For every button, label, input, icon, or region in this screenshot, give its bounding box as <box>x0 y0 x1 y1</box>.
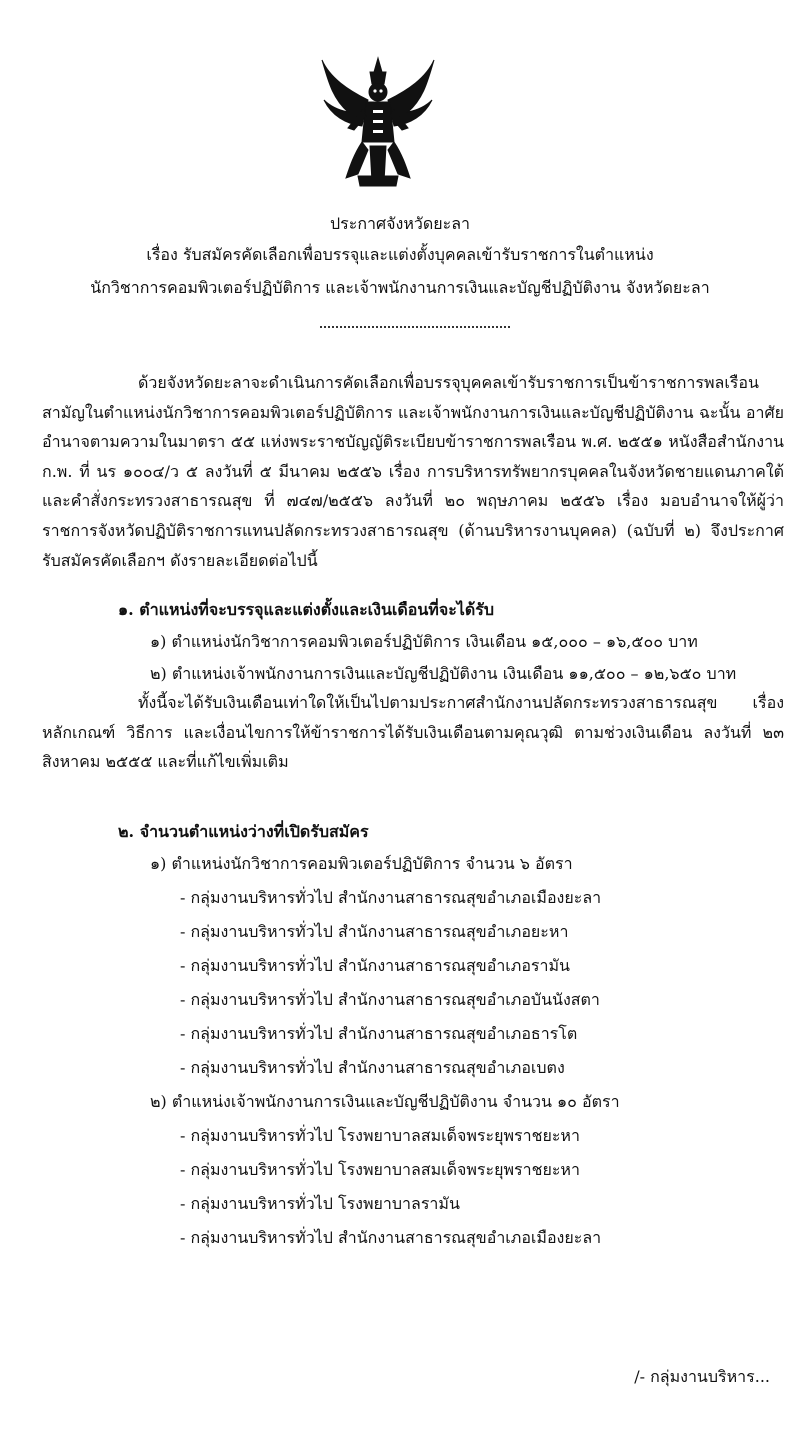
list-item: - กลุ่มงานบริหารทั่วไป สำนักงานสาธารณสุขอำเภอรามัน <box>180 956 570 975</box>
dotted-divider <box>320 326 510 328</box>
intro-text: ด้วยจังหวัดยะลาจะดำเนินการคัดเลือกเพื่อบรรจุบุคคลเข้ารับราชการเป็นข้าราชการพลเรือนสามัญในตำแหน่งนักวิชาการคอมพิวเตอร์ปฏิบัติการ และเจ้าพนักงานการเงินและบัญชีปฏิบัติงาน ฉะนั้น อาศัยอำนาจตามความในมาตรา ๕๕ แห่งพระราชบัญญัติระเบียบข้าราชการพลเรือน พ.ศ. ๒๕๕๑ หนังสือสำนักงาน ก.พ. ที่ นร ๑๐๐๔/ว ๕ ลงวันที่ ๕ มีนาคม ๒๕๕๖ เรื่อง การบริหารทรัพยากรบุคคลในจังหวัดชายแดนภาคใต้ และคำสั่งกระทรวงสาธารณสุข ที่ ๗๔๗/๒๕๕๖ ลงวันที่ ๒๐ พฤษภาคม ๒๕๕๖ เรื่อง มอบอำนาจให้ผู้ว่าราชการจังหวัดปฏิบัติราชการแทนปลัดกระทรวงสาธารณสุข (ด้านบริหารงานบุคคล) (ฉบับที่ ๒) จึงประกาศรับสมัครคัดเลือกฯ ดังรายละเอียดต่อไปนี้ <box>42 373 784 570</box>
section1-note-text: ทั้งนี้จะได้รับเงินเดือนเท่าใดให้เป็นไปตามประกาศสำนักงานปลัดกระทรวงสาธารณสุข เรื่อง หลักเกณฑ์ วิธีการ และเงื่อนไขการให้ข้าราชการได้รับเงินเดือนตามคุณวุฒิ ตามช่วงเงินเดือน ลงวันที่ ๒๓ สิงหาคม ๒๕๕๕ และที่แก้ไขเพิ่มเติม <box>42 693 784 772</box>
section1-item-2: ๒) ตำแหน่งเจ้าพนักงานการเงินและบัญชีปฏิบัติงาน เงินเดือน ๑๑,๕๐๐ – ๑๒,๖๕๐ บาท <box>150 664 737 683</box>
list-item: - กลุ่มงานบริหารทั่วไป สำนักงานสาธารณสุขอำเภอเบตง <box>180 1058 565 1077</box>
subject-line-1: เรื่อง รับสมัครคัดเลือกเพื่อบรรจุและแต่งตั้งบุคคลเข้ารับราชการในตำแหน่ง <box>146 245 654 264</box>
list-item: - กลุ่มงานบริหารทั่วไป โรงพยาบาลสมเด็จพระยุพราชยะหา <box>180 1126 580 1145</box>
section1-heading: ๑. ตำแหน่งที่จะบรรจุและแต่งตั้งและเงินเดือนที่จะได้รับ <box>118 600 494 619</box>
section1-item-1: ๑) ตำแหน่งนักวิชาการคอมพิวเตอร์ปฏิบัติการ เงินเดือน ๑๕,๐๐๐ – ๑๖,๕๐๐ บาท <box>150 632 698 651</box>
section2-heading: ๒. จำนวนตำแหน่งว่างที่เปิดรับสมัคร <box>118 822 369 841</box>
section1-note <box>42 688 784 777</box>
list-item: - กลุ่มงานบริหารทั่วไป สำนักงานสาธารณสุขอำเภอธารโต <box>180 1024 578 1043</box>
list-item: - กลุ่มงานบริหารทั่วไป สำนักงานสาธารณสุขอำเภอเมืองยะลา <box>180 888 602 907</box>
list-item: - กลุ่มงานบริหารทั่วไป สำนักงานสาธารณสุขอำเภอเมืองยะลา <box>180 1228 602 1247</box>
continuation-note: /- กลุ่มงานบริหาร... <box>634 1367 770 1386</box>
list-item: - กลุ่มงานบริหารทั่วไป โรงพยาบาลรามัน <box>180 1194 460 1213</box>
subject-line-2: นักวิชาการคอมพิวเตอร์ปฏิบัติการ และเจ้าพนักงานการเงินและบัญชีปฏิบัติงาน จังหวัดยะลา <box>90 278 710 297</box>
garuda-emblem-icon <box>318 50 438 190</box>
section2-position-2-title: ๒) ตำแหน่งเจ้าพนักงานการเงินและบัญชีปฏิบัติงาน จำนวน ๑๐ อัตรา <box>150 1092 620 1111</box>
list-item: - กลุ่มงานบริหารทั่วไป โรงพยาบาลสมเด็จพระยุพราชยะหา <box>180 1160 580 1179</box>
intro-paragraph <box>42 368 784 575</box>
list-item: - กลุ่มงานบริหารทั่วไป สำนักงานสาธารณสุขอำเภอยะหา <box>180 922 569 941</box>
section2-position-1-title: ๑) ตำแหน่งนักวิชาการคอมพิวเตอร์ปฏิบัติการ จำนวน ๖ อัตรา <box>150 854 573 873</box>
announcement-title: ประกาศจังหวัดยะลา <box>329 214 471 233</box>
list-item: - กลุ่มงานบริหารทั่วไป สำนักงานสาธารณสุขอำเภอบันนังสตา <box>180 990 600 1009</box>
